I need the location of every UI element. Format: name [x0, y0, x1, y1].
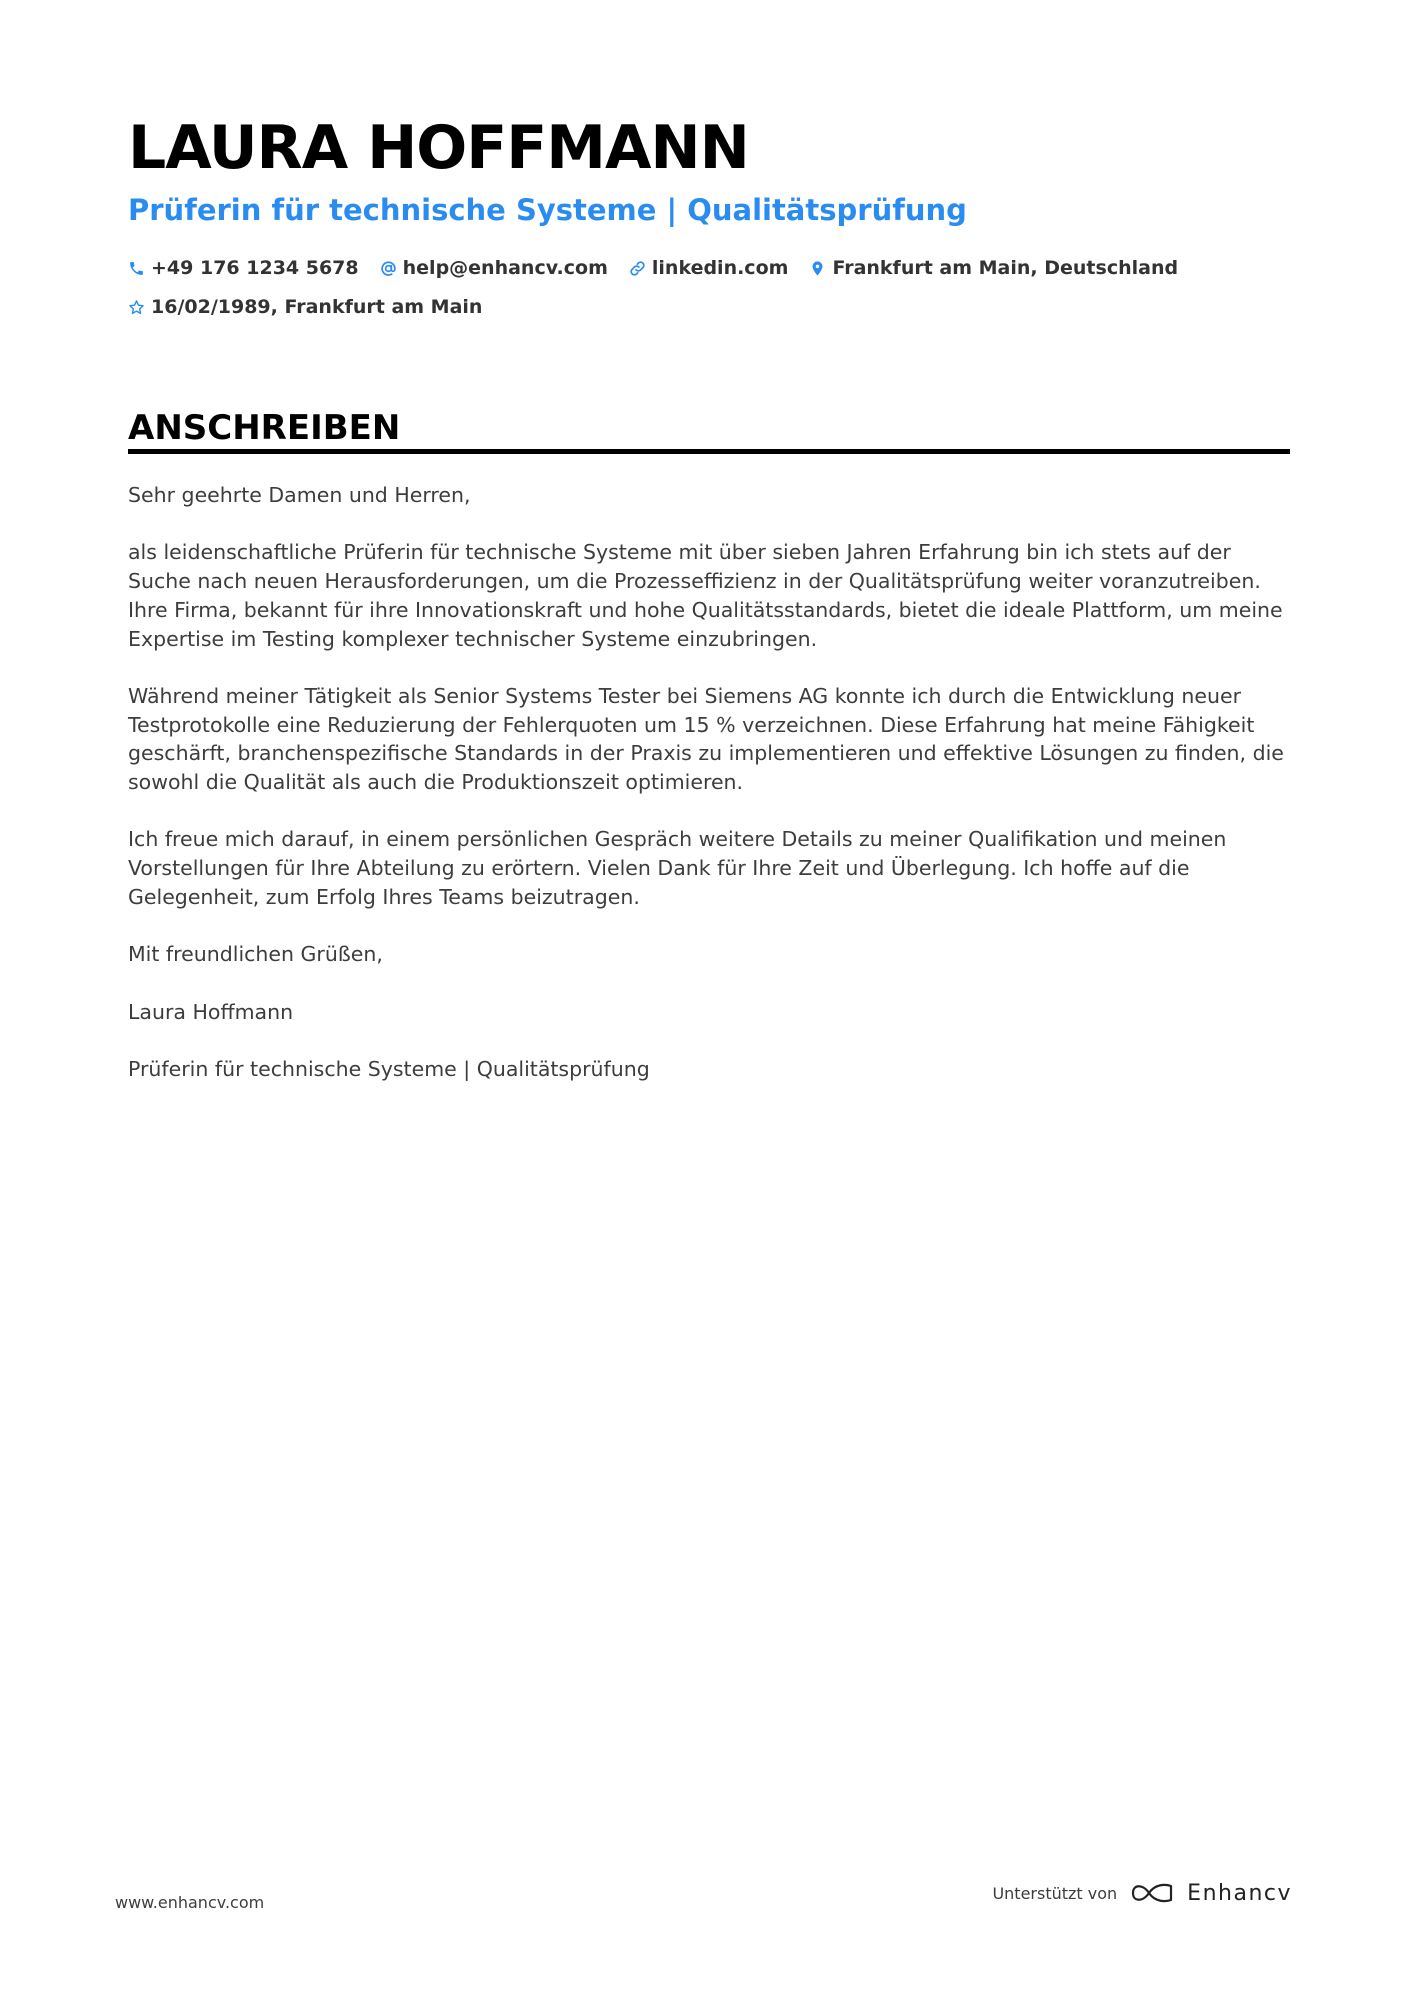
section-title: ANSCHREIBEN [128, 408, 401, 448]
birth-text: 16/02/1989, Frankfurt am Main [151, 296, 483, 318]
candidate-name: LAURA HOFFMANN [128, 113, 749, 183]
linkedin-text: linkedin.com [651, 257, 789, 279]
letter-salutation: Sehr geehrte Damen und Herren, [128, 483, 471, 507]
footer-url[interactable]: www.enhancv.com [115, 1893, 265, 1912]
letter-body [128, 481, 1290, 1112]
contact-info [128, 252, 1288, 330]
contact-phone [128, 257, 359, 279]
section-divider [128, 449, 1290, 454]
candidate-headline: Prüferin für technische Systeme | Qualitätsprüfung [128, 193, 967, 227]
enhancv-logo-icon [1129, 1880, 1175, 1906]
contact-linkedin[interactable] [629, 257, 789, 279]
contact-birth [128, 296, 482, 318]
at-icon [380, 260, 397, 277]
location-pin-icon [809, 260, 826, 277]
letter-paragraph: Während meiner Tätigkeit als Senior Systems Tester bei Siemens AG konnte ich durch die Entwicklung neuer Testprotokolle eine Reduzierung der Fehlerquoten um 15 % verzeichnen. Diese Erfahrung hat meine Fähigkeit geschärft, branchenspezifische Standards in der Praxis zu implementieren und effektive Lösungen zu finden, die sowohl die Qualität als auch die Produktionszeit optimieren. [128, 683, 1284, 794]
phone-icon [128, 260, 145, 277]
letter-closing: Mit freundlichen Grüßen, [128, 942, 383, 967]
contact-row-2 [128, 291, 1288, 323]
letter-signature: Laura Hoffmann [128, 999, 294, 1024]
footer-brand [992, 1880, 1292, 1906]
star-icon [128, 299, 145, 316]
powered-by-text: Unterstützt von [992, 1883, 1118, 1903]
contact-email[interactable] [380, 257, 608, 279]
location-text: Frankfurt am Main, Deutschland [832, 257, 1179, 279]
phone-text: +49 176 1234 5678 [151, 257, 359, 279]
letter-signature-title: Prüferin für technische Systeme | Qualitätsprüfung [128, 1056, 650, 1081]
letter-paragraph: als leidenschaftliche Prüferin für technische Systeme mit über sieben Jahren Erfahrung bin ich stets auf der Suche nach neuen Herausforderungen, um die Prozesseffizienz in der Qualitätsprüfung weiter voranzutreiben. Ihre Firma, bekannt für ihre Innovationskraft und hohe Qualitätsstandards, bietet die ideale Plattform, um meine Expertise im Testing komplexer technischer Systeme einzubringen. [128, 540, 1283, 651]
brand-name: Enhancv [1187, 1880, 1292, 1906]
letter-paragraph: Ich freue mich darauf, in einem persönlichen Gespräch weitere Details zu meiner Qualifikation und meinen Vorstellungen für Ihre Abteilung zu erörtern. Vielen Dank für Ihre Zeit und Überlegung. Ich hoffe auf die Gelegenheit, zum Erfolg Ihres Teams beizutragen. [128, 827, 1227, 909]
email-text: help@enhancv.com [402, 257, 608, 279]
contact-row-1 [128, 252, 1288, 284]
link-icon [629, 260, 646, 277]
contact-location [809, 257, 1178, 279]
